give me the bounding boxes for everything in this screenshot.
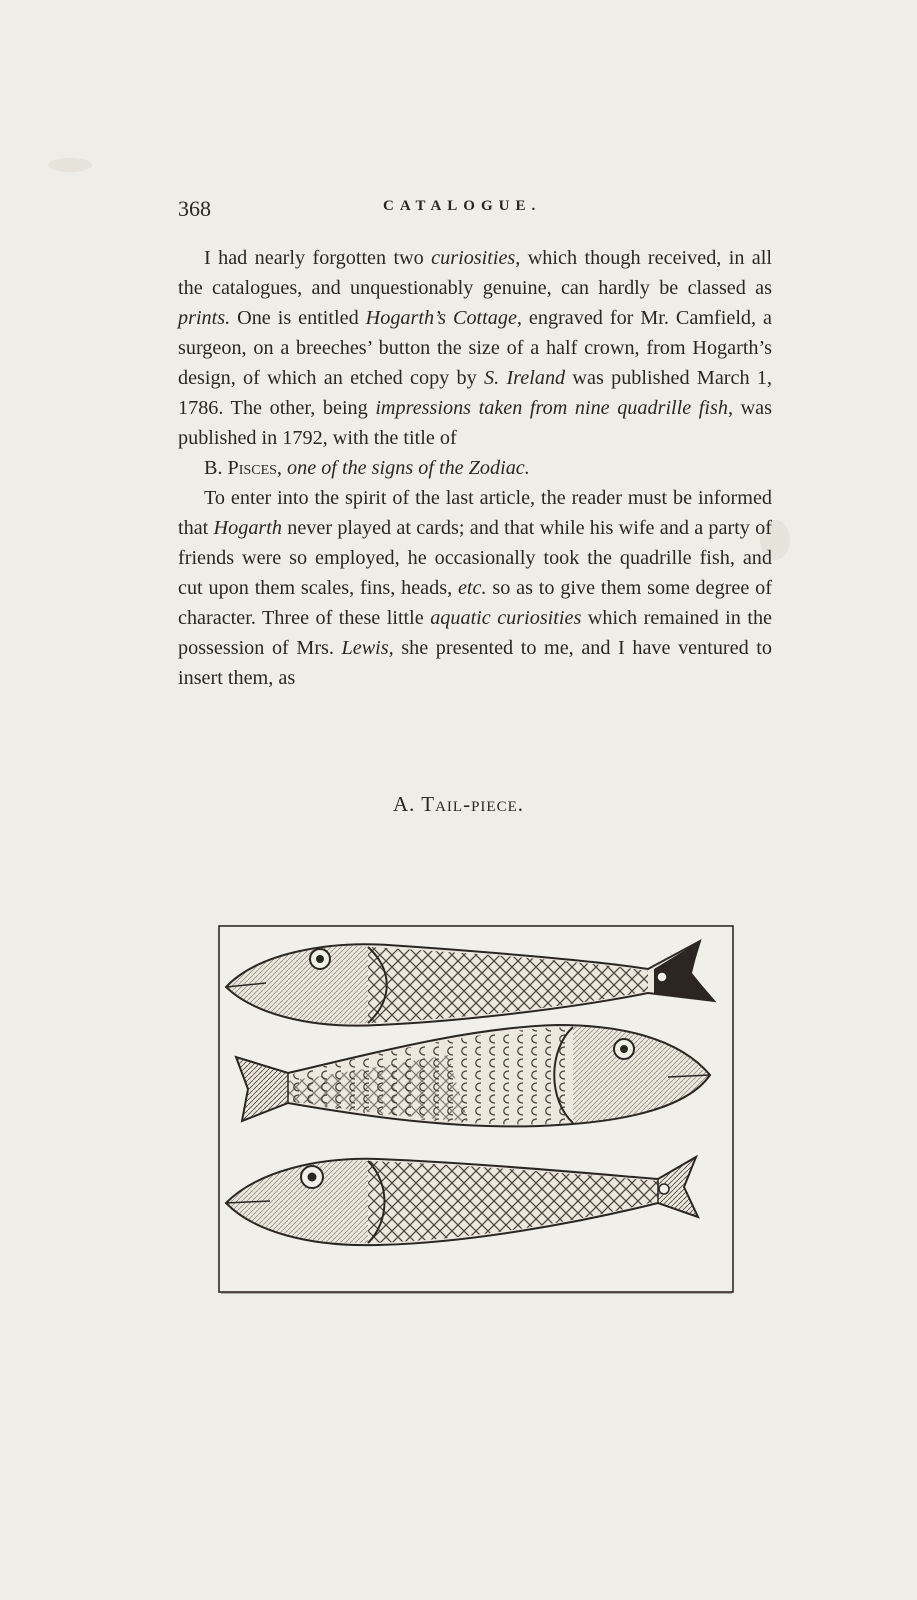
text-segment-italic: aquatic curiosities bbox=[430, 607, 582, 629]
fish-engraving bbox=[218, 925, 734, 1295]
print-title-smallcaps: B. Pisces, bbox=[204, 457, 288, 479]
text-segment-italic: prints. bbox=[178, 307, 231, 329]
text-segment: was published March 1, 1786. The other, being bbox=[178, 367, 772, 419]
running-title: CATALOGUE. bbox=[383, 198, 542, 214]
tailpiece-heading: A. Tail-piece. bbox=[392, 792, 524, 816]
text-segment: which remained in the possession of Mrs. bbox=[178, 607, 772, 659]
text-segment-italic: impressions taken from nine quadrille fish, bbox=[375, 397, 734, 419]
paper-stain bbox=[48, 158, 92, 172]
text-segment: One is entitled bbox=[230, 307, 366, 329]
paragraph-3 bbox=[178, 483, 772, 693]
text-segment: engraved for Mr. Camfield, a surgeon, on a breeches’ button the size of a half crown, from Hogarth’s design, of which an etched copy by bbox=[178, 307, 772, 389]
text-segment-italic: etc. bbox=[457, 577, 487, 599]
paragraph-2 bbox=[178, 453, 772, 483]
body-text bbox=[178, 243, 772, 693]
text-segment-italic: S. Ireland bbox=[484, 367, 566, 389]
text-segment: To enter into the spirit of the last article, the reader must be informed that bbox=[178, 487, 772, 539]
paragraph-1 bbox=[178, 243, 772, 453]
text-segment-italic: Lewis, bbox=[341, 637, 394, 659]
text-segment-italic: curiosities, bbox=[431, 247, 521, 269]
text-segment: never played at cards; and that while his wife and a party of friends were so employed, he occasionally took the quadrille fish, and cut upon them scales, fins, heads, bbox=[178, 517, 772, 599]
running-head bbox=[178, 196, 738, 224]
text-segment: she presented to me, and I have ventured to insert them, as bbox=[178, 637, 772, 689]
text-segment: which though received, in all the catalogues, and unquestionably genuine, can hardly be classed as bbox=[178, 247, 772, 299]
print-title-italic: one of the signs of the Zodiac. bbox=[287, 457, 530, 479]
text-segment-italic: Hogarth’s Cottage, bbox=[365, 307, 522, 329]
text-segment: I had nearly forgotten two bbox=[204, 247, 432, 269]
text-segment: so as to give them some degree of character. Three of these little bbox=[178, 577, 772, 629]
text-segment-italic: Hogarth bbox=[213, 517, 282, 539]
text-segment: was published in 1792, with the title of bbox=[178, 397, 773, 449]
page-number: 368 bbox=[178, 196, 211, 221]
